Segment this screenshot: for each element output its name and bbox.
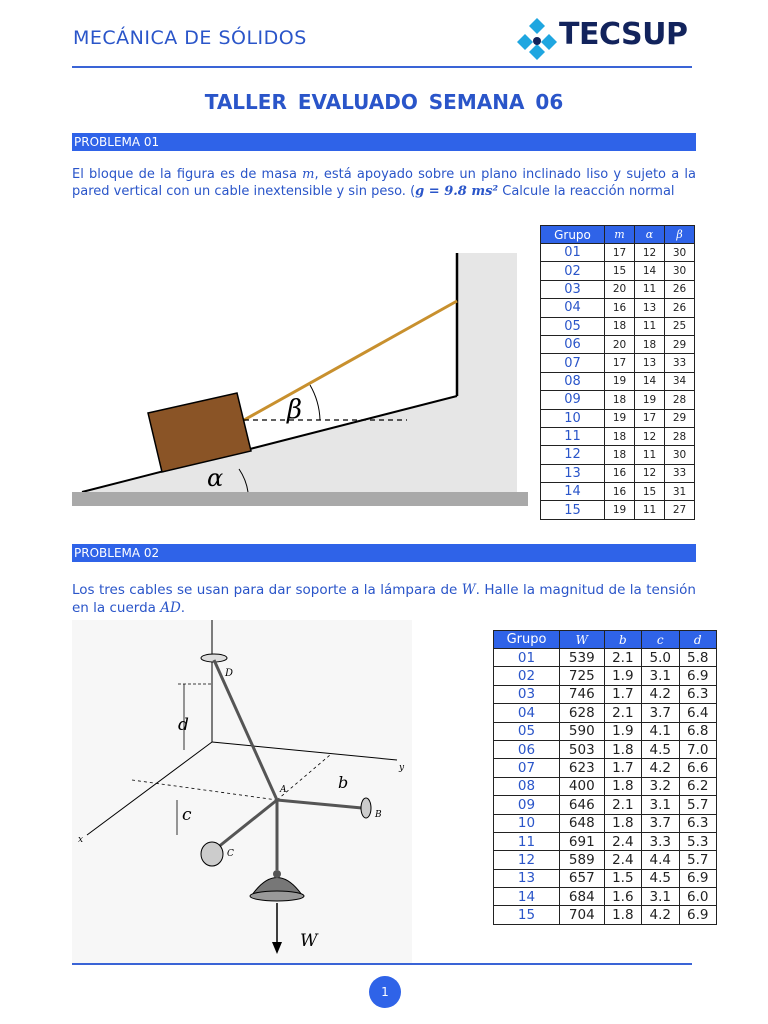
table-cell: 12: [541, 446, 605, 464]
p1-gravity: g = 9.8 ms²: [415, 184, 499, 199]
p1-text-c: Calcule la reacción normal: [498, 184, 675, 199]
table-cell: 1.6: [604, 888, 641, 906]
table-cell: 28: [665, 427, 695, 445]
table-cell: 12: [494, 851, 560, 869]
table-cell: 4.1: [642, 722, 679, 740]
table-cell: 04: [541, 299, 605, 317]
table-cell: 15: [494, 906, 560, 924]
table-cell: 02: [494, 667, 560, 685]
table-cell: 4.2: [642, 906, 679, 924]
lamp-rim: [250, 891, 304, 901]
table-cell: 31: [665, 483, 695, 501]
table-row: [494, 667, 717, 685]
table-cell: 12: [635, 427, 665, 445]
table-cell: 11: [635, 317, 665, 335]
table-cell: 10: [494, 814, 560, 832]
table-cell: 07: [541, 354, 605, 372]
table-cell: 3.7: [642, 814, 679, 832]
table-cell: 05: [494, 722, 560, 740]
table-cell: 6.0: [679, 888, 716, 906]
table-cell: 1.8: [604, 740, 641, 758]
table-cell: 14: [635, 262, 665, 280]
incline-figure: [72, 248, 532, 510]
table-cell: 25: [665, 317, 695, 335]
table-cell: 10: [541, 409, 605, 427]
table-cell: 657: [560, 869, 605, 887]
table-cell: 03: [494, 685, 560, 703]
table-row: [494, 722, 717, 740]
table-cell: 684: [560, 888, 605, 906]
table-cell: 30: [665, 446, 695, 464]
label-D: D: [225, 668, 234, 679]
p2-text-a: Los tres cables se usan para dar soporte a la lámpara de: [72, 582, 462, 598]
beta-label: β: [287, 395, 303, 425]
table-row: [541, 391, 695, 409]
table-cell: 19: [605, 501, 635, 519]
table-row: [494, 906, 717, 924]
table-cell: 3.1: [642, 796, 679, 814]
table-header-row: [494, 631, 717, 649]
table-row: [494, 759, 717, 777]
table-cell: 4.5: [642, 740, 679, 758]
table-cell: 12: [635, 464, 665, 482]
table-row: [494, 888, 717, 906]
table-cell: 646: [560, 796, 605, 814]
table-cell: 26: [665, 299, 695, 317]
table-cell: 11: [494, 832, 560, 850]
table-cell: 2.1: [604, 796, 641, 814]
table-cell: 11: [541, 427, 605, 445]
table-cell: 3.1: [642, 888, 679, 906]
p2-text-c: .: [180, 600, 186, 616]
table-cell: 17: [605, 244, 635, 262]
table-cell: 5.8: [679, 649, 716, 667]
col-alpha: α: [635, 226, 665, 244]
table-cell: 15: [541, 501, 605, 519]
table-cell: 30: [665, 262, 695, 280]
tecsup-logo-icon: [515, 14, 559, 62]
table-cell: 2.1: [604, 704, 641, 722]
table-cell: 09: [494, 796, 560, 814]
problem2-heading: PROBLEMA 02: [72, 544, 696, 562]
table-cell: 01: [541, 244, 605, 262]
bottom-divider: [72, 963, 692, 965]
table-cell: 27: [665, 501, 695, 519]
table-cell: 648: [560, 814, 605, 832]
table-cell: 11: [635, 280, 665, 298]
table-cell: 3.3: [642, 832, 679, 850]
table-cell: 5.3: [679, 832, 716, 850]
table-row: [494, 777, 717, 795]
table-cell: 4.2: [642, 685, 679, 703]
problem1-heading: PROBLEMA 01: [72, 133, 696, 151]
table-cell: 13: [494, 869, 560, 887]
ground: [72, 492, 528, 506]
table-cell: 5.7: [679, 796, 716, 814]
col-grupo: Grupo: [494, 631, 560, 649]
lamp-figure: [72, 620, 412, 965]
col-b: b: [604, 631, 641, 649]
wall-fill: [457, 253, 517, 493]
table-row: [541, 280, 695, 298]
table-row: [541, 244, 695, 262]
p1-text-b: , está apoyado sobre un plano inclinado liso y sujeto a la pared vertical con un cable inextensible y sin peso. (: [72, 167, 696, 199]
table-cell: 20: [605, 335, 635, 353]
table-row: [494, 869, 717, 887]
table-cell: 2.4: [604, 851, 641, 869]
table-cell: 11: [635, 501, 665, 519]
table-cell: 590: [560, 722, 605, 740]
problem1-statement: [72, 166, 696, 200]
table-cell: 4.2: [642, 759, 679, 777]
table-cell: 623: [560, 759, 605, 777]
logo-text: TECSUP: [559, 17, 688, 52]
table-cell: 26: [665, 280, 695, 298]
table-cell: 29: [665, 335, 695, 353]
table-row: [494, 814, 717, 832]
table-cell: 12: [635, 244, 665, 262]
table-cell: 539: [560, 649, 605, 667]
p2-var-ad: AD: [160, 600, 181, 616]
problem2-statement: [72, 581, 696, 617]
table-cell: 503: [560, 740, 605, 758]
problem1-table: [540, 225, 695, 520]
table-cell: 3.1: [642, 667, 679, 685]
table-row: [541, 501, 695, 519]
table-cell: 14: [494, 888, 560, 906]
col-d: d: [679, 631, 716, 649]
table-cell: 4.5: [642, 869, 679, 887]
table-cell: 28: [665, 391, 695, 409]
table-cell: 7.0: [679, 740, 716, 758]
table-row: [494, 832, 717, 850]
table-cell: 02: [541, 262, 605, 280]
y-axis-label: y: [399, 763, 405, 773]
table-row: [494, 740, 717, 758]
label-d: d: [178, 715, 189, 735]
table-cell: 4.4: [642, 851, 679, 869]
table-cell: 3.7: [642, 704, 679, 722]
table-row: [541, 483, 695, 501]
table-cell: 19: [605, 372, 635, 390]
label-W: W: [300, 931, 318, 951]
table-cell: 1.7: [604, 759, 641, 777]
table-cell: 29: [665, 409, 695, 427]
mount-b: [361, 798, 371, 818]
table-header-row: [541, 226, 695, 244]
beta-arc: [310, 385, 320, 420]
table-row: [541, 372, 695, 390]
table-cell: 04: [494, 704, 560, 722]
table-cell: 18: [605, 427, 635, 445]
table-cell: 18: [605, 446, 635, 464]
p1-text-a: El bloque de la figura es de masa: [72, 167, 303, 182]
table-cell: 18: [635, 335, 665, 353]
table-cell: 1.8: [604, 814, 641, 832]
top-divider: [72, 66, 692, 68]
p1-var-m: m: [302, 167, 315, 182]
table-cell: 14: [635, 372, 665, 390]
mount-c: [201, 842, 223, 866]
table-cell: 13: [635, 299, 665, 317]
table-cell: 1.9: [604, 722, 641, 740]
table-cell: 1.8: [604, 777, 641, 795]
col-grupo: Grupo: [541, 226, 605, 244]
table-cell: 16: [605, 483, 635, 501]
table-row: [541, 409, 695, 427]
label-B: B: [375, 810, 382, 820]
course-title: MECÁNICA DE SÓLIDOS: [73, 27, 307, 49]
table-cell: 09: [541, 391, 605, 409]
figure-background: [72, 620, 412, 965]
table-row: [494, 796, 717, 814]
label-A: A: [280, 785, 287, 795]
table-cell: 11: [635, 446, 665, 464]
table-cell: 33: [665, 464, 695, 482]
col-c: c: [642, 631, 679, 649]
table-cell: 16: [605, 299, 635, 317]
table-cell: 1.5: [604, 869, 641, 887]
table-cell: 1.8: [604, 906, 641, 924]
table-cell: 3.2: [642, 777, 679, 795]
table-cell: 15: [635, 483, 665, 501]
table-row: [541, 317, 695, 335]
table-cell: 704: [560, 906, 605, 924]
table-row: [541, 427, 695, 445]
table-cell: 6.4: [679, 704, 716, 722]
table-cell: 13: [541, 464, 605, 482]
table-row: [541, 446, 695, 464]
table-cell: 05: [541, 317, 605, 335]
table-cell: 08: [541, 372, 605, 390]
table-cell: 6.9: [679, 906, 716, 924]
page-number-badge: 1: [369, 976, 401, 1008]
table-cell: 19: [605, 409, 635, 427]
page-title: TALLER EVALUADO SEMANA 06: [204, 90, 564, 114]
table-cell: 18: [605, 317, 635, 335]
lamp-cap: [273, 870, 281, 878]
col-w: W: [560, 631, 605, 649]
table-cell: 07: [494, 759, 560, 777]
alpha-label: α: [207, 464, 224, 492]
table-cell: 20: [605, 280, 635, 298]
tecsup-logo: [515, 14, 695, 62]
table-cell: 589: [560, 851, 605, 869]
table-cell: 06: [494, 740, 560, 758]
p2-var-w: W: [461, 582, 476, 598]
table-cell: 1.7: [604, 685, 641, 703]
table-row: [541, 335, 695, 353]
label-b: b: [338, 773, 349, 792]
table-cell: 691: [560, 832, 605, 850]
table-cell: 01: [494, 649, 560, 667]
table-cell: 400: [560, 777, 605, 795]
table-cell: 2.4: [604, 832, 641, 850]
problem2-table: [493, 630, 717, 925]
table-cell: 6.6: [679, 759, 716, 777]
table-cell: 14: [541, 483, 605, 501]
table-cell: 6.3: [679, 685, 716, 703]
table-cell: 6.9: [679, 869, 716, 887]
table-cell: 746: [560, 685, 605, 703]
table-cell: 5.7: [679, 851, 716, 869]
table-cell: 725: [560, 667, 605, 685]
table-row: [541, 354, 695, 372]
x-axis-label: x: [78, 835, 84, 845]
table-row: [541, 262, 695, 280]
label-c: c: [182, 805, 192, 825]
table-cell: 16: [605, 464, 635, 482]
table-cell: 6.8: [679, 722, 716, 740]
table-cell: 2.1: [604, 649, 641, 667]
table-cell: 06: [541, 335, 605, 353]
table-cell: 6.9: [679, 667, 716, 685]
table-cell: 6.3: [679, 814, 716, 832]
table-cell: 19: [635, 391, 665, 409]
table-row: [494, 685, 717, 703]
p2-text-b: . Halle la magnitud de la tensión en la cuerda: [72, 582, 696, 616]
table-cell: 17: [635, 409, 665, 427]
table-row: [494, 649, 717, 667]
col-m: m: [605, 226, 635, 244]
table-cell: 18: [605, 391, 635, 409]
table-cell: 13: [635, 354, 665, 372]
table-cell: 03: [541, 280, 605, 298]
table-row: [494, 704, 717, 722]
table-cell: 33: [665, 354, 695, 372]
table-cell: 5.0: [642, 649, 679, 667]
table-cell: 15: [605, 262, 635, 280]
table-cell: 17: [605, 354, 635, 372]
table-cell: 08: [494, 777, 560, 795]
table-cell: 1.9: [604, 667, 641, 685]
table-row: [541, 464, 695, 482]
table-row: [541, 299, 695, 317]
table-cell: 6.2: [679, 777, 716, 795]
table-cell: 34: [665, 372, 695, 390]
col-beta: β: [665, 226, 695, 244]
cable: [244, 301, 457, 420]
label-C: C: [227, 849, 234, 859]
table-cell: 30: [665, 244, 695, 262]
table-row: [494, 851, 717, 869]
table-cell: 628: [560, 704, 605, 722]
